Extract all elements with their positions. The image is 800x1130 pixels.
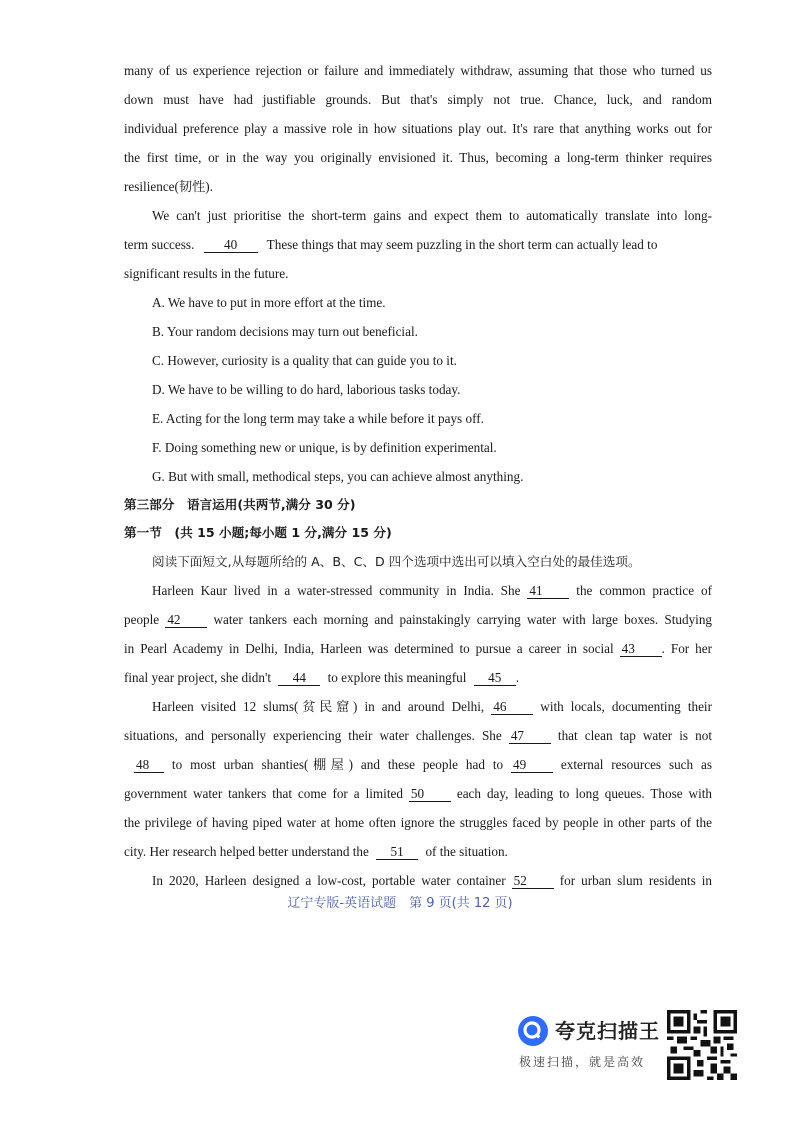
text: each day, leading to long queues. Those with: [456, 786, 712, 801]
passage-line: the first time, or in the way you originally envisioned it. Thus, becoming a long-term thinker requires: [124, 150, 712, 165]
cloze-line: [152, 872, 712, 890]
passage-line: down must have had justifiable grounds. But that's simply not true. Chance, luck, and random: [124, 92, 712, 107]
cloze-line: [124, 611, 712, 629]
option-c: C. However, curiosity is a quality that can guide you to it.: [152, 353, 457, 368]
blank-40: 40: [204, 237, 258, 253]
text: city. Her research helped better understand the: [124, 844, 369, 859]
qr-code-icon: [667, 1010, 737, 1080]
text: situations, and personally experiencing their water challenges. She: [124, 728, 502, 743]
option-b: B. Your random decisions may turn out beneficial.: [152, 324, 418, 339]
blank-48: 48: [134, 757, 164, 773]
blank-43: 43: [620, 641, 662, 657]
text: to most urban shanties(棚屋) and these people had to: [171, 757, 504, 772]
brand-name: 夸克扫描王: [555, 1019, 660, 1043]
text: final year project, she didn't: [124, 670, 272, 685]
page-footer: 辽宁专版-英语试题 第 9 页(共 12 页): [287, 896, 513, 911]
text: to explore this meaningful: [327, 670, 467, 685]
blank-47: 47: [509, 728, 551, 744]
text: .: [515, 670, 520, 685]
blank-45: 45: [474, 670, 516, 686]
scanner-watermark: [517, 1013, 662, 1073]
cloze-line: [134, 756, 712, 774]
text: for urban slum residents in: [559, 873, 713, 888]
text: Harleen Kaur lived in a water-stressed community in India. She: [152, 583, 521, 598]
text: term success.: [124, 237, 195, 252]
text: in Pearl Academy in Delhi, India, Harleen was determined to pursue a career in social: [124, 641, 614, 656]
blank-46: 46: [491, 699, 533, 715]
passage-line: individual preference play a massive role in how situations play out. It's rare that anything works out for: [124, 121, 712, 136]
sub-title: 第一节 (共 15 小题;每小题 1 分,满分 15 分): [124, 525, 392, 540]
text: Harleen visited 12 slums(贫民窟) in and around Delhi,: [152, 699, 485, 714]
blank-49: 49: [511, 757, 553, 773]
option-g: G. But with small, methodical steps, you can achieve almost anything.: [152, 469, 524, 484]
option-a: A. We have to put in more effort at the time.: [152, 295, 386, 310]
cloze-line: [124, 843, 712, 861]
cloze-line: [124, 669, 712, 687]
instruction: 阅读下面短文,从每题所给的 A、B、C、D 四个选项中选出可以填入空白处的最佳选项。: [152, 554, 641, 569]
blank-44: 44: [278, 670, 320, 686]
passage-line: many of us experience rejection or failure and immediately withdraw, assuming that those who turned us: [124, 63, 712, 78]
passage-line: resilience(韧性).: [124, 179, 213, 194]
option-e: E. Acting for the long term may take a while before it pays off.: [152, 411, 484, 426]
text: . For her: [661, 641, 712, 656]
text: These things that may seem puzzling in the short term can actually lead to: [266, 237, 658, 252]
text: of the situation.: [425, 844, 508, 859]
option-f: F. Doing something new or unique, is by definition experimental.: [152, 440, 497, 455]
option-d: D. We have to be willing to do hard, laborious tasks today.: [152, 382, 461, 397]
text: that clean tap water is not: [557, 728, 712, 743]
cloze-line: [152, 582, 712, 600]
text: the common practice of: [576, 583, 713, 598]
blank-42: 42: [165, 612, 207, 628]
text: people: [124, 612, 160, 627]
passage-line: significant results in the future.: [124, 266, 289, 281]
cloze-line: the privilege of having piped water at home often ignore the struggles faced by people in other parts of the: [124, 815, 712, 830]
part-title: 第三部分 语言运用(共两节,满分 30 分): [124, 497, 356, 512]
cloze-line: [152, 698, 712, 716]
text: with locals, documenting their: [540, 699, 712, 714]
passage-line-with-blank: [124, 236, 712, 254]
quark-logo-icon: [517, 1015, 549, 1047]
cloze-line: [124, 727, 712, 745]
cloze-line: [124, 785, 712, 803]
text: external resources such as: [560, 757, 713, 772]
text: In 2020, Harleen designed a low-cost, portable water container: [152, 873, 506, 888]
blank-41: 41: [527, 583, 569, 599]
blank-50: 50: [409, 786, 451, 802]
text: water tankers each morning and painstakingly carrying water with large boxes. Studying: [213, 612, 713, 627]
blank-52: 52: [512, 873, 554, 889]
blank-51: 51: [376, 844, 418, 860]
brand-slogan: 极速扫描，就是高效: [519, 1055, 646, 1069]
passage-line: We can't just prioritise the short-term gains and expect them to automatically translate into long-: [152, 208, 712, 223]
cloze-line: [124, 640, 712, 658]
text: government water tankers that come for a limited: [124, 786, 403, 801]
